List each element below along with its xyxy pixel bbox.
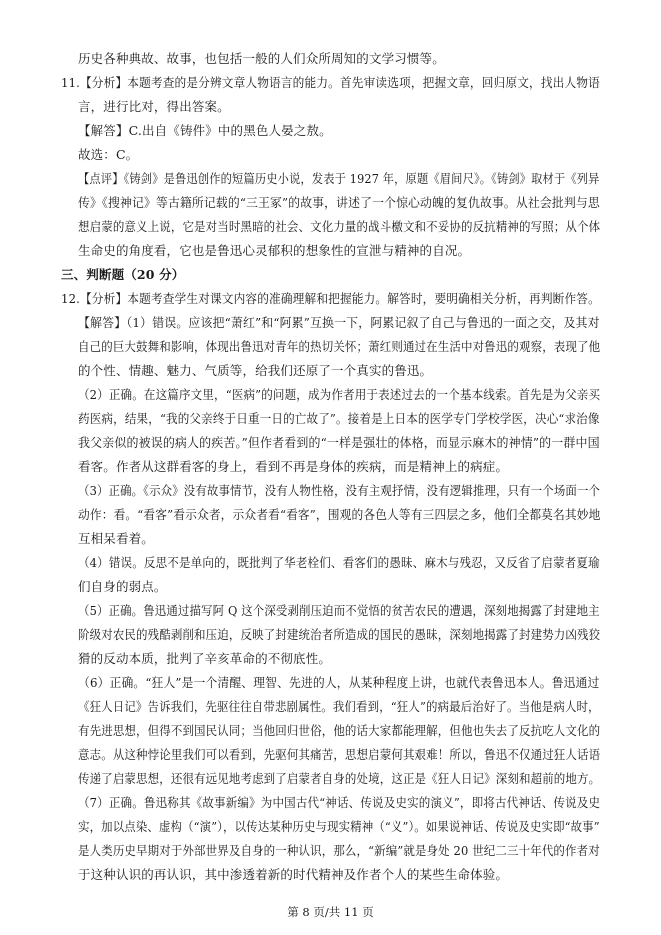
text-line: 是人类历史早期对于外部世界及自身的一种认识，那么，“新编”就是身处 20 世纪二三十年代的作者对 bbox=[78, 843, 600, 858]
answer-item-5: （5）正确。鲁迅通过描写阿 Q 这个深受剥削压迫而不觉悟的贫苦农民的遭遇，深刻地揭露了封建地主 bbox=[78, 603, 600, 618]
text-line: 实，加以点染、虚构（“演”），以传达某种历史与现实精神（“义”）。如果说神话、传说及史实即“故事” bbox=[78, 819, 600, 834]
question-12-analysis: 12.【分析】本题考查学生对课文内容的准确理解和把握能力。解答时，要明确相关分析，再判断作答。 bbox=[61, 291, 600, 306]
text-line: 意志。从这种悖论里我们可以看到，先驱何其痛苦，思想启蒙何其艰难！所以，鲁迅不仅通过狂人话语 bbox=[78, 747, 601, 762]
question-11-choice: 故选：C。 bbox=[78, 147, 139, 162]
section-heading: 三、判断题（20 分） bbox=[61, 267, 185, 282]
page-footer: 第 8 页/共 11 页 bbox=[287, 905, 374, 919]
text-line: 阶级对农民的残酷剥削和压迫，反映了封建统治者所造成的国民的愚昧，深刻地揭露了封建势力凶残狡 bbox=[78, 627, 601, 642]
text-line: 们自身的弱点。 bbox=[78, 579, 167, 594]
text-line: 传》《搜神记》等古籍所记载的“三王冢”的故事，讲述了一个惊心动魄的复仇故事。从社会批判与思 bbox=[78, 195, 600, 210]
text-line: 于这种认识的再认识，其中渗透着新的时代精神及作者个人的某些生命体验。 bbox=[78, 867, 509, 882]
text-line: 动作：看。“看客”看示众者，示众者看“看客”，围观的各色人等有三四层之多，他们全都莫名其妙地 bbox=[78, 507, 601, 522]
answer-item-2: （2）正确。在这篇序文里，“医病”的问题，成为作者用于表述过去的一个基本线索。首先是为父亲买 bbox=[78, 387, 601, 402]
text-line: 看客。作者从这群看客的身上，看到不再是身体的疾病，而是精神上的病症。 bbox=[78, 459, 509, 474]
text-line: 药医病，结果，“我的父亲终于日重一日的亡故了”。接着是上日本的医学专门学校学医，决心“求治像 bbox=[78, 411, 600, 426]
question-11-analysis: 11.【分析】本题考查的是分辨文章人物语言的能力。首先审读选项，把握文章，回归原文，找出人物语 bbox=[61, 75, 600, 90]
text-line: 互相呆看着。 bbox=[78, 531, 154, 546]
text-line: 想启蒙的意义上说，它是对当时黑暗的社会、文化力量的战斗檄文和不妥协的反抗精神的写照；从个体 bbox=[78, 219, 601, 234]
text-line: 的个性、情趣、魅力、气质等，给我们还原了一个真实的鲁迅。 bbox=[78, 363, 433, 378]
question-11-comment: 【点评】《铸剑》是鲁迅创作的短篇历史小说，发表于 1927 年，原题《眉间尺》。《铸剑》取材于《列异 bbox=[78, 171, 600, 186]
answer-item-7: （7）正确。鲁迅称其《故事新编》为中国古代“神话、传说及史实的演义”，即将古代神话、传说及史 bbox=[78, 795, 601, 810]
text-line: 历史各种典故、故事，也包括一般的人们众所周知的文学习惯等。 bbox=[78, 51, 445, 66]
question-11-answer: 【解答】C.出自《铸件》中的黑色人晏之敖。 bbox=[78, 123, 332, 138]
text-line: 言，进行比对，得出答案。 bbox=[78, 99, 230, 114]
answer-item-6: （6）正确。“狂人”是一个清醒、理智、先进的人，从某种程度上讲，也就代表鲁迅本人。鲁迅通过 bbox=[78, 675, 600, 690]
text-line: 《狂人日记》告诉我们，先驱往往自带悲剧属性。我们看到，“狂人”的病最后治好了。当他是病人时， bbox=[78, 699, 600, 714]
text-line: 猾的反动本质，批判了辛亥革命的不彻底性。 bbox=[78, 651, 332, 666]
text-line: 传递了启蒙思想，还很有远见地考虑到了启蒙者自身的处境，这正是《狂人日记》深刻和超前的地方。 bbox=[78, 771, 601, 786]
text-line: 自己的巨大鼓舞和影响，体现出鲁迅对青年的热切关怀；萧红则通过在生活中对鲁迅的观察，表现了他 bbox=[78, 339, 601, 354]
question-12-answer: 【解答】（1）错误。应该把“萧红”和“阿累”互换一下，阿累记叙了自己与鲁迅的一面之交，及其对 bbox=[78, 315, 600, 330]
text-line: 我父亲似的被误的病人的疾苦。”但作者看到的“一样是强壮的体格，而显示麻木的神情”的一群中国 bbox=[78, 435, 600, 450]
text-line: 生命史的角度看，它也是鲁迅心灵郁积的想象性的宣泄与精神的自况。 bbox=[78, 243, 471, 258]
answer-item-4: （4）错误。反思不是单向的，既批判了华老栓们、看客们的愚昧、麻木与残忍，又反省了启蒙者夏瑜 bbox=[78, 555, 600, 570]
text-line: 有先进思想，但得不到国民认同；当他回归世俗，他的话大家都能理解，但他也失去了反抗吃人文化的 bbox=[78, 723, 601, 738]
answer-item-3: （3）正确。《示众》没有故事情节，没有人物性格，没有主观抒情，没有逻辑推理，只有一个场面一个 bbox=[78, 483, 601, 498]
